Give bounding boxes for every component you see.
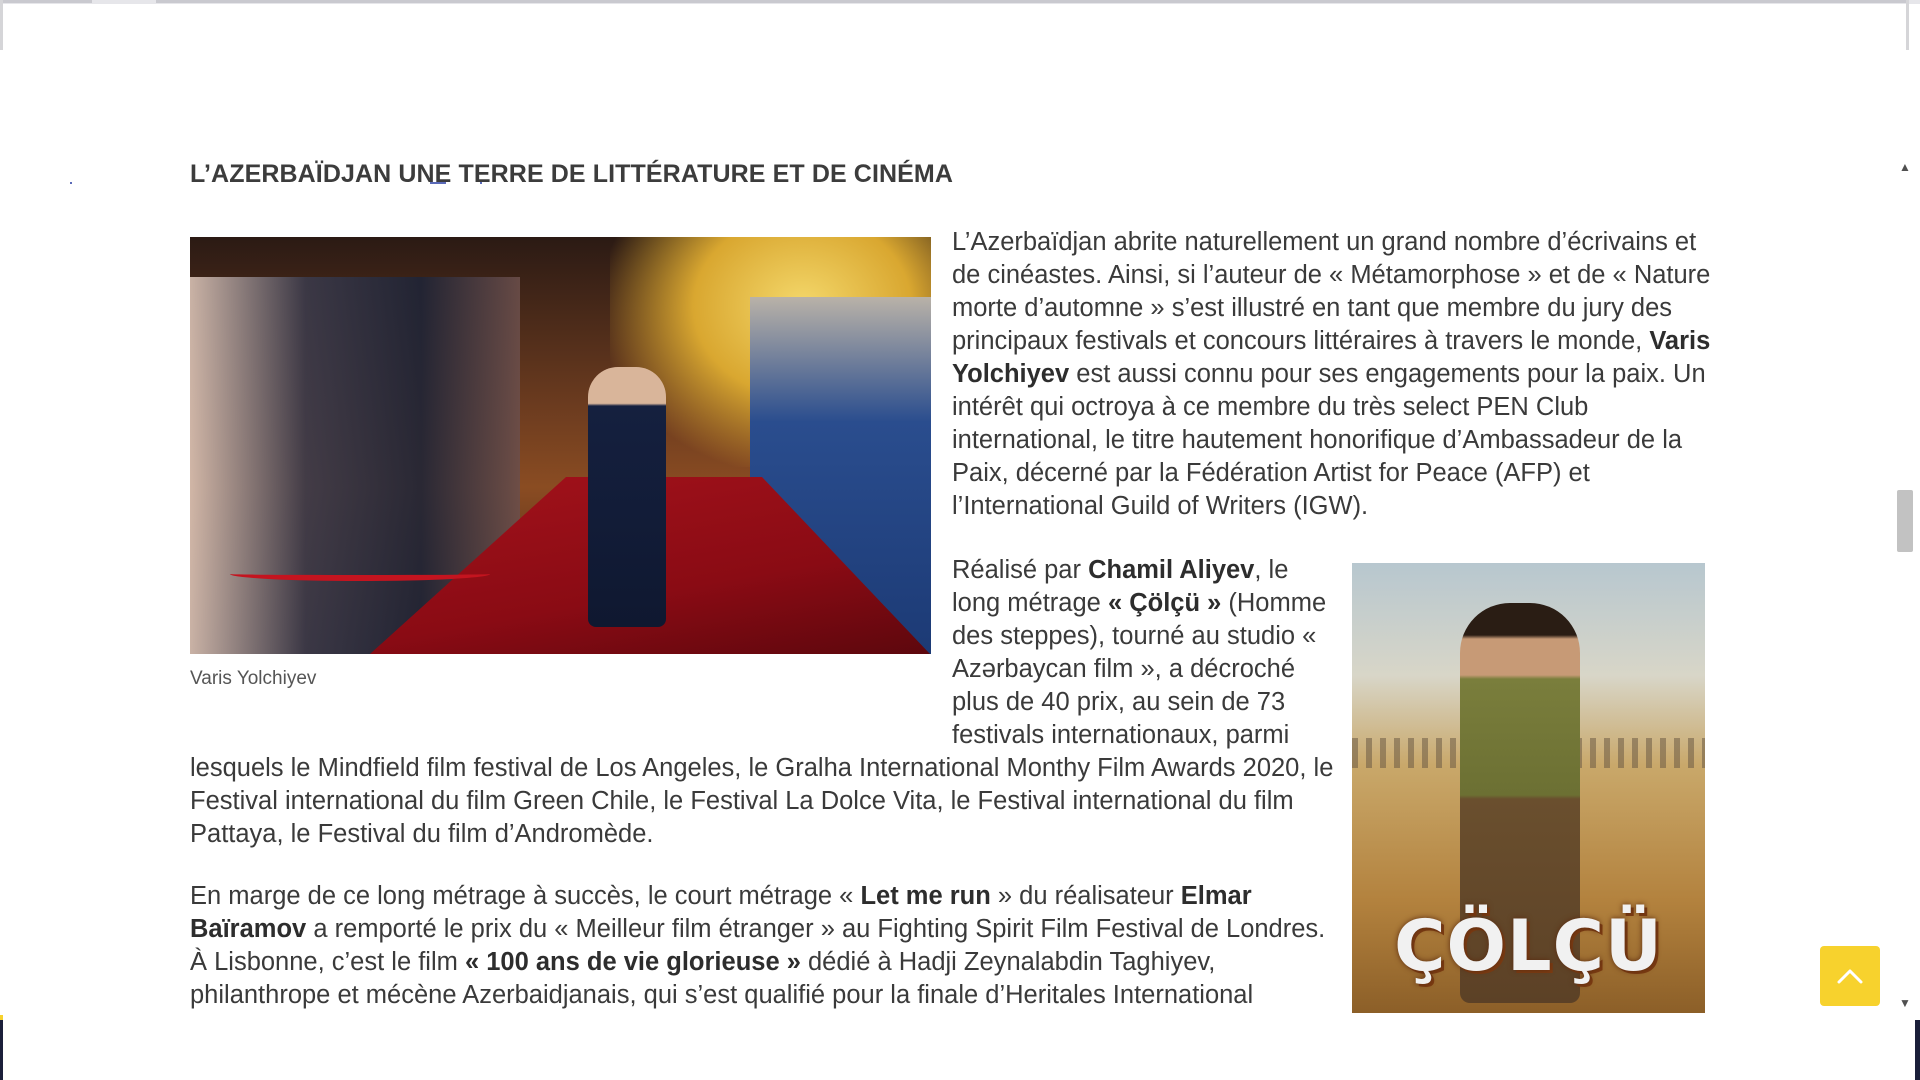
text-span: » du réalisateur: [990, 882, 1181, 910]
film-poster: [1352, 563, 1705, 1013]
text-span: L’Azerbaïdjan abrite naturellement un grand nombre d’écrivains et de cinéastes. Ainsi, si l’auteur de « Métamorphose » et de « Nature morte d’automne » s’est illustré en tant que membre du jury des principaux festivals et concours littéraires à travers le monde,: [952, 228, 1711, 355]
scroll-down-arrow-icon[interactable]: ▼: [1899, 996, 1911, 1010]
scrollbar-thumb[interactable]: [1897, 490, 1913, 552]
scroll-up-arrow-icon[interactable]: ▲: [1899, 160, 1911, 174]
article: [190, 160, 1711, 1009]
bold-title: « 100 ans de vie glorieuse »: [464, 948, 801, 976]
section-heading: L’AZERBAÏDJAN UNE TERRE DE LITTÉRATURE ET DE CINÉMA: [190, 160, 953, 188]
poster-title: ÇÖLÇÜ: [1394, 905, 1663, 987]
browser-top-strip: [0, 0, 1920, 4]
bold-name: Chamil Aliyev: [1088, 556, 1255, 584]
frame-edge-left: [0, 0, 3, 50]
text-span: a remporté le prix du « Meilleur film étranger » au Fighting Spirit Film Festival de Londres. À Lisbonne, c’est le film: [190, 915, 1326, 976]
text-span: est aussi connu pour ses engagements pour la paix. Un intérêt qui octroya à ce membre du très select PEN Club international, le titre hautement honorifique d’Ambassadeur de la Paix, décerné par la Fédération Artist for Peace (AFP) et l’International Guild of Writers (IGW).: [952, 360, 1706, 520]
paragraph-1: [952, 226, 1712, 523]
vertical-scrollbar[interactable]: [1895, 160, 1915, 1010]
text-span: (Homme des steppes), tourné au studio « Azərbaycan film », a décroché plus de 40 prix, au sein de 73 festivals internationaux, parmi: [952, 589, 1327, 749]
paragraph-2: [952, 554, 1332, 752]
text-span: , le long métrage: [952, 556, 1289, 617]
frame-edge-bottom-right: [1915, 1020, 1920, 1080]
text-span: En marge de ce long métrage à succès, le court métrage «: [190, 882, 861, 910]
text-span: dédié à Hadji Zeynalabdin Taghiyev, philanthrope et mécène Azerbaidjanais, qui s’est qualifié pour la finale d’Heritales International: [190, 948, 1254, 1009]
bold-title: Let me run: [860, 882, 991, 910]
bold-name: Elmar Baïramov: [190, 882, 1252, 943]
chevron-up-icon: [1836, 967, 1864, 985]
frame-edge-bottom-left: [0, 1015, 3, 1080]
page-viewport: [0, 50, 1900, 1015]
paragraph-3: [190, 880, 1340, 1012]
figure-red-carpet: [190, 237, 931, 690]
top-strip-segment: [0, 0, 92, 3]
back-to-top-button[interactable]: [1820, 946, 1880, 1006]
bold-name: Varis Yolchiyev: [952, 327, 1711, 388]
red-carpet-photo: [190, 237, 931, 654]
paragraph-2-continued: lesquels le Mindfield film festival de Los Angeles, le Gralha International Monthy Film Awards 2020, le Festival international du film Green Chile, le Festival La Dolce Vita, le Festival international du film Pattaya, le Festival du film d’Andromède.: [190, 754, 1334, 848]
text-span: Réalisé par: [952, 556, 1089, 584]
bold-title: « Çölçü »: [1107, 589, 1222, 617]
frame-edge-right: [1906, 0, 1909, 50]
top-strip-segment: [156, 0, 1906, 3]
figure-caption: Varis Yolchiyev: [190, 668, 317, 689]
